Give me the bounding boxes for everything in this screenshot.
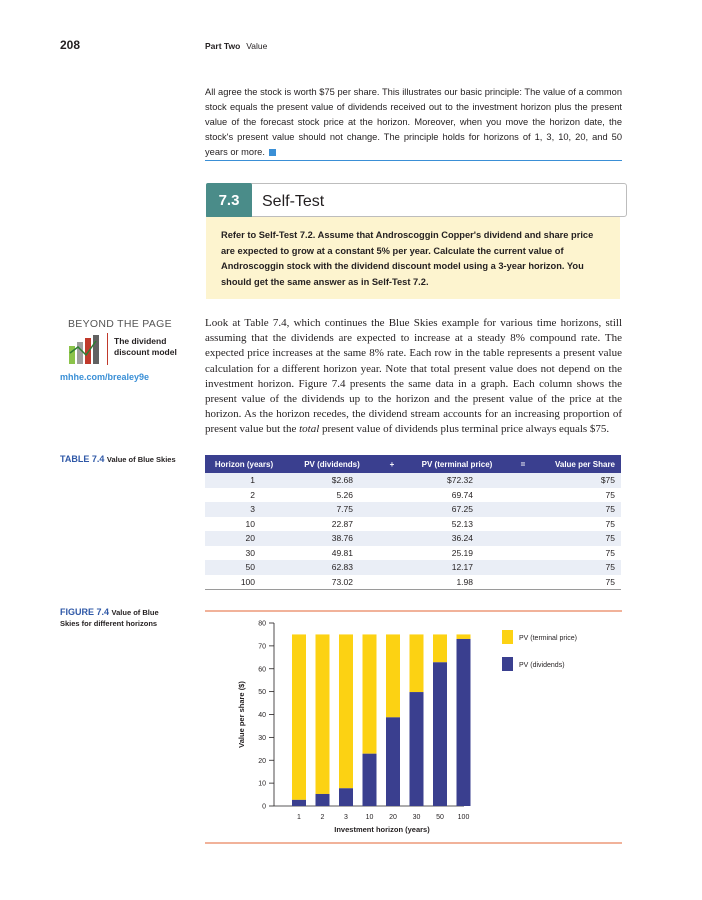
cell-value: 75 [535, 560, 621, 575]
bar-pv-terminal-price [433, 634, 447, 662]
running-head-section: Value [246, 41, 268, 51]
header-pv-terminal: PV (terminal price) [403, 455, 511, 473]
table-number: TABLE 7.4 [60, 454, 105, 464]
figure-bottom-rule [205, 842, 622, 844]
cell-pv-dividends: 73.02 [283, 575, 381, 590]
cell-blank [381, 546, 403, 561]
cell-horizon: 1 [205, 473, 283, 488]
cell-blank [381, 531, 403, 546]
header-value-per-share: Value per Share [535, 455, 621, 473]
cell-blank [511, 546, 535, 561]
bar-pv-dividends [433, 662, 447, 806]
y-tick-label: 10 [258, 780, 266, 788]
cell-value: 75 [535, 531, 621, 546]
table-row [205, 560, 621, 575]
cell-horizon: 30 [245, 547, 255, 558]
figure-number: FIGURE 7.4 [60, 607, 110, 617]
table-row [205, 488, 621, 503]
legend-label-dividends: PV (dividends) [519, 662, 565, 669]
table-header-row [205, 455, 621, 473]
bar-pv-dividends [292, 800, 306, 806]
spreadsheet-chart-icon [68, 333, 104, 365]
bar-pv-terminal-price [339, 634, 353, 788]
x-tick-label: 100 [457, 814, 470, 821]
y-tick-label: 60 [258, 666, 266, 674]
page-number: 208 [60, 38, 81, 52]
table-row [205, 502, 621, 517]
cell-blank [511, 488, 535, 503]
cell-value: $75 [535, 473, 621, 488]
figure-caption-line2: Skies for different horizons [60, 619, 158, 628]
x-tick-label: 20 [389, 814, 397, 821]
cell-blank [511, 473, 535, 488]
value-table [205, 455, 621, 590]
cell-pv-dividends: 22.87 [331, 518, 353, 529]
bar-pv-terminal-price [363, 634, 377, 753]
beyond-the-page-title [114, 336, 177, 358]
cell-pv-dividends: $2.68 [283, 473, 381, 488]
y-axis-label: Value per share ($) [237, 681, 246, 748]
beyond-the-page-divider [107, 333, 108, 365]
beyond-the-page-label: BEYOND THE PAGE [68, 318, 172, 330]
bar-pv-dividends [339, 788, 353, 806]
self-test-title: Self-Test [262, 193, 325, 210]
cell-pv-terminal: 12.17 [403, 560, 511, 575]
cell-blank [511, 517, 535, 532]
cell-horizon: 100 [205, 575, 283, 590]
stacked-bar-chart [205, 612, 622, 840]
cell-horizon: 10 [245, 518, 255, 529]
cell-pv-terminal: 1.98 [403, 575, 511, 590]
table-row [205, 531, 621, 546]
bar-pv-dividends [316, 794, 330, 806]
intro-text: All agree the stock is worth $75 per share. This illustrates our basic principle: The value of a common stock equals the present value of dividends received out to the investment horizon plus the present value of the forecast stock price at the horizon. Moreover, when you move the horizon date, the stock's present value should not change. The principle holds for horizons of 1, 3, 10, 20, and 50 years or more. [205, 87, 622, 157]
cell-value: 75 [535, 575, 621, 590]
cell-pv-dividends: 49.81 [331, 547, 353, 558]
cell-blank [381, 473, 403, 488]
cell-blank [381, 517, 403, 532]
cell-blank [381, 575, 403, 590]
table-row [205, 546, 621, 561]
y-tick-label: 40 [258, 712, 266, 719]
x-tick-label: 50 [436, 814, 444, 821]
y-tick-label: 0 [262, 803, 266, 811]
cell-horizon: 2 [250, 489, 255, 500]
cell-blank [511, 502, 535, 517]
cell-pv-dividends: 5.26 [336, 489, 353, 500]
cell-blank [511, 560, 535, 575]
x-tick-label: 1 [297, 814, 301, 821]
bar-pv-terminal-price [292, 634, 306, 799]
x-tick-label: 30 [412, 814, 421, 821]
y-tick-label: 80 [258, 620, 266, 628]
figure-label [60, 607, 159, 629]
header-plus: + [381, 455, 403, 473]
cell-value: 75 [605, 518, 615, 529]
header-horizon: Horizon (years) [205, 455, 283, 473]
cell-horizon: 20 [205, 531, 283, 546]
cell-pv-terminal: 36.24 [403, 531, 511, 546]
beyond-the-page-title-line1: The dividend [114, 336, 167, 346]
beyond-the-page-title-line2: discount model [114, 347, 177, 357]
body-paragraph [205, 316, 622, 438]
cell-blank [511, 531, 535, 546]
x-axis-label: Investment horizon (years) [334, 825, 430, 834]
self-test-number: 7.3 [206, 183, 252, 218]
x-tick-label: 10 [365, 814, 374, 821]
header-equals: = [511, 455, 535, 473]
table-row [205, 575, 621, 590]
y-tick-label: 50 [258, 689, 266, 697]
body-text-end: present value of dividends plus terminal price always equals $75. [319, 423, 610, 436]
table-caption: Value of Blue Skies [106, 455, 176, 464]
intro-paragraph [205, 85, 622, 160]
y-tick-label: 20 [258, 757, 266, 765]
body-emphasis: total [299, 423, 320, 436]
x-tick-label: 3 [344, 814, 348, 821]
cell-pv-terminal: 52.13 [451, 518, 473, 529]
cell-horizon: 3 [205, 502, 283, 517]
header-pv-dividends: PV (dividends) [283, 455, 381, 473]
table-label [60, 454, 176, 464]
cell-pv-dividends: 62.83 [283, 560, 381, 575]
x-tick-label: 2 [320, 814, 325, 821]
cell-pv-terminal: 69.74 [451, 489, 473, 500]
cell-blank [511, 575, 535, 590]
figure-caption-line1: Value of Blue [111, 608, 159, 617]
cell-pv-dividends: 38.76 [283, 531, 381, 546]
cell-value: 75 [535, 502, 621, 517]
end-mark-icon [269, 149, 276, 156]
bar-pv-dividends [363, 754, 377, 806]
running-head-part: Part Two [205, 41, 241, 51]
bar-pv-terminal-price [316, 634, 330, 794]
table-row [205, 517, 621, 532]
section-divider [205, 160, 622, 161]
running-head [205, 41, 267, 51]
cell-pv-terminal: 67.25 [403, 502, 511, 517]
cell-pv-dividends: 7.75 [283, 502, 381, 517]
bar-pv-dividends [457, 639, 471, 806]
beyond-the-page-link[interactable]: mhhe.com/brealey9e [60, 372, 150, 382]
bar-pv-terminal-price [386, 634, 400, 717]
cell-horizon: 50 [205, 560, 283, 575]
cell-blank [381, 488, 403, 503]
bar-pv-dividends [410, 692, 424, 806]
y-tick-label: 70 [258, 643, 266, 651]
cell-pv-terminal: 25.19 [451, 547, 473, 558]
legend-swatch-dividends [502, 657, 513, 671]
table-row [205, 473, 621, 488]
y-tick-label: 30 [258, 734, 266, 742]
cell-value: 75 [605, 489, 615, 500]
body-text-start: Look at Table 7.4, which continues the Blue Skies example for various time horizons, still assuming that the dividends are expected to increase at a steady 8% compound rate. The expected price increases at the same 8% rate. Each row in the table represents a present value calculation for a different horizon year. Note that total present value does not depend on the investment horizon. Figure 7.4 presents the same data in a graph. Each column shows the present value of the dividends up to the horizon and the present value of the price at the horizon. As the horizon recedes, the dividend stream accounts for an increasing proportion of present value but the [205, 317, 622, 436]
bar-pv-terminal-price [410, 634, 424, 692]
bar-pv-dividends [386, 717, 400, 806]
cell-blank [381, 502, 403, 517]
cell-pv-terminal: $72.32 [403, 473, 511, 488]
legend-swatch-terminal [502, 630, 513, 644]
self-test-text: Refer to Self-Test 7.2. Assume that Androscoggin Copper's dividend and share price are expected to grow at a constant 5% per year. Calculate the current value of Androscoggin stock with the dividend discount model using a 3-year horizon. You should get the same answer as in Self-Test 7.2. [221, 230, 594, 287]
cell-blank [381, 560, 403, 575]
legend-label-terminal: PV (terminal price) [519, 635, 577, 642]
cell-value: 75 [605, 547, 615, 558]
bar-pv-terminal-price [457, 634, 471, 639]
